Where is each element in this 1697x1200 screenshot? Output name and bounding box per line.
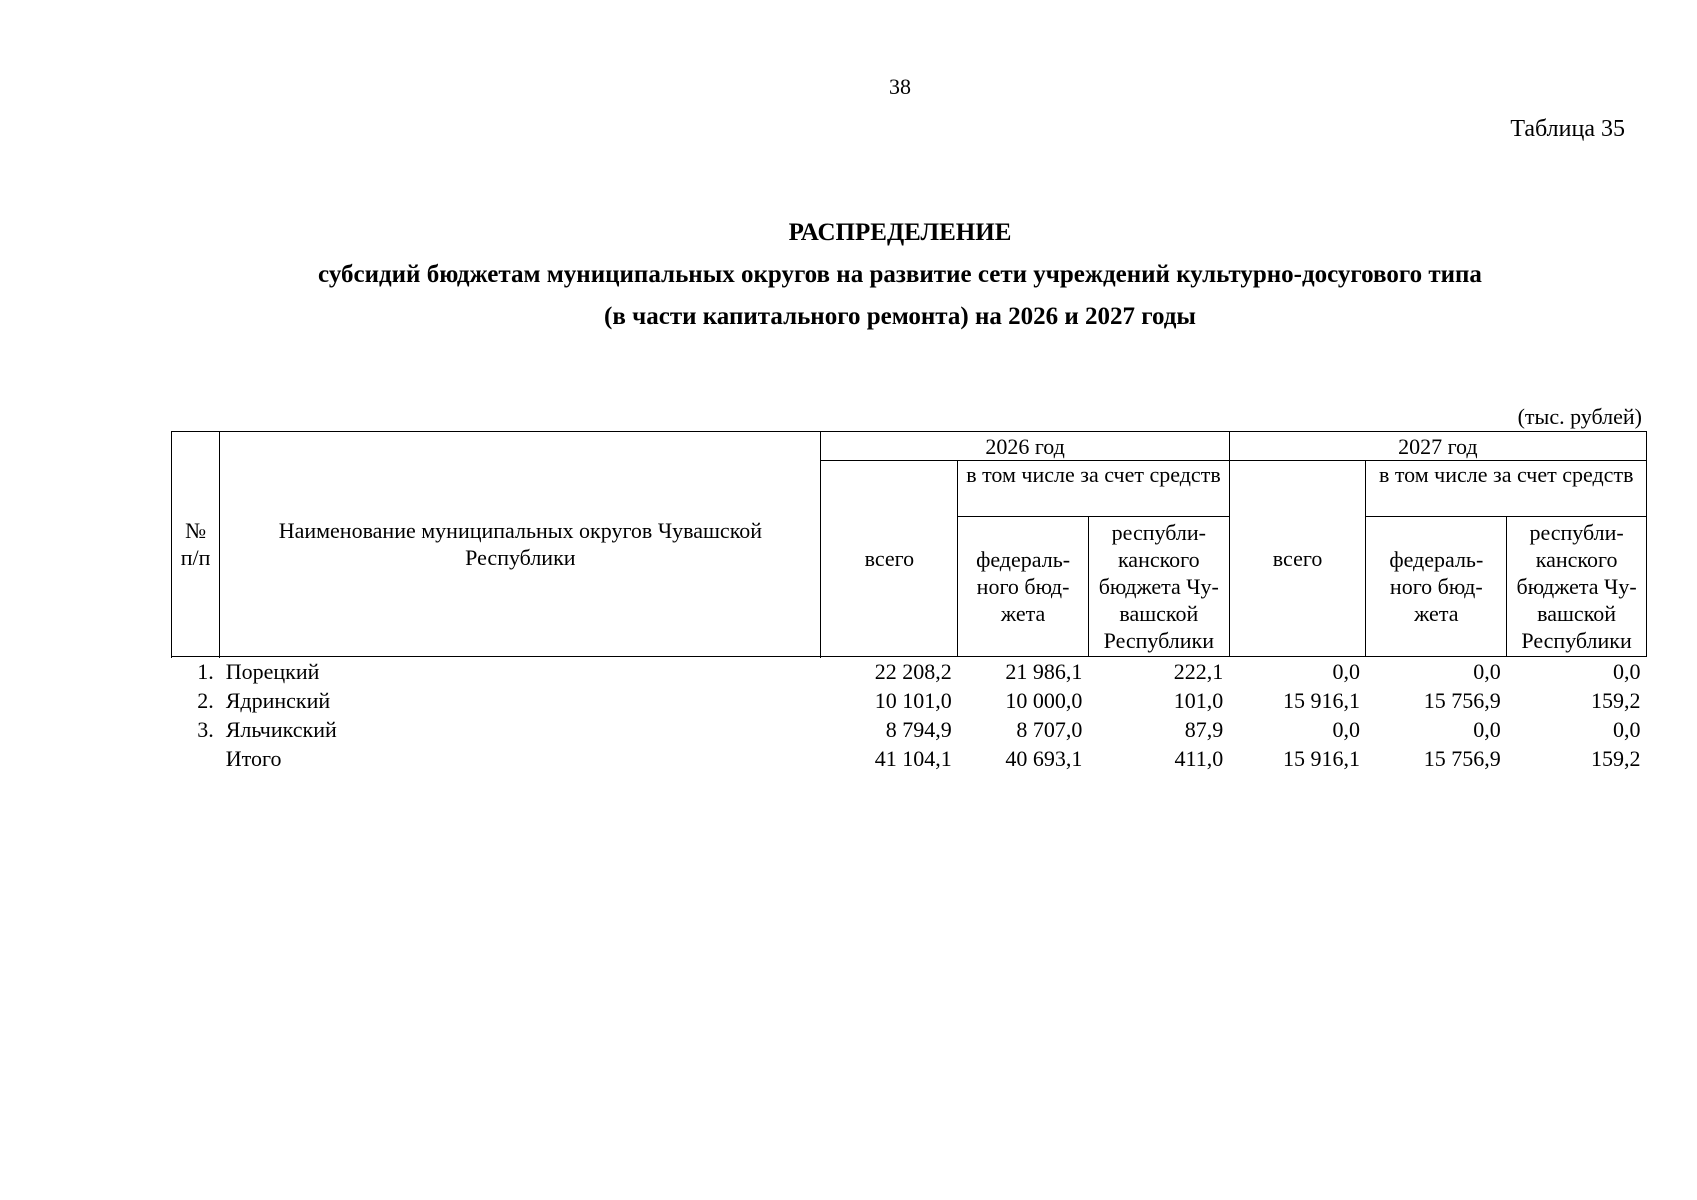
row-2026-federal: 21 986,1 — [1005, 658, 1083, 684]
row-2027-federal: 0,0 — [1473, 658, 1501, 684]
row-district-name: Яльчикский — [225, 717, 337, 742]
row-district-name: Итого — [225, 746, 282, 771]
document-title — [0, 212, 1697, 338]
header-2026-including: в том числе за счет средств — [958, 461, 1229, 517]
row-2027-federal: 15 756,9 — [1423, 688, 1501, 713]
row-2027-total: 15 916,1 — [1282, 688, 1360, 713]
row-2027-republic: 0,0 — [1613, 658, 1641, 684]
row-2027-total: 0,0 — [1332, 717, 1360, 742]
units-label: (тыс. рублей) — [1517, 404, 1642, 429]
row-2027-total: 0,0 — [1332, 659, 1360, 684]
row-2026-total: 10 101,0 — [874, 688, 952, 713]
row-2026-federal: 10 000,0 — [1005, 688, 1083, 713]
page-number: 38 — [889, 74, 911, 99]
row-2027-republic: 0,0 — [1613, 717, 1641, 742]
row-district-name: Порецкий — [225, 659, 320, 684]
row-2026-republic: 222,1 — [1173, 658, 1224, 684]
title-line-2: субсидий бюджетам муниципальных округов на развитие сети учреждений культурно-досугового типа — [318, 261, 1482, 288]
row-2027-total: 15 916,1 — [1282, 746, 1360, 771]
row-2026-federal: 40 693,1 — [1005, 746, 1083, 771]
header-year-2026: 2026 год — [821, 432, 1229, 461]
row-number: 1. — [197, 659, 214, 684]
row-number: 2. — [197, 688, 214, 713]
title-line-3: (в части капитального ремонта) на 2026 и 2027 годы — [604, 303, 1196, 330]
row-district-name: Ядринский — [225, 688, 331, 713]
row-2026-federal: 8 707,0 — [1016, 717, 1083, 742]
header-2027-total: всего — [1229, 461, 1366, 657]
header-2026-republic: республи-канского бюджета Чу-вашской Республики — [1088, 517, 1229, 657]
row-2027-republic: 159,2 — [1591, 688, 1641, 713]
row-number: 3. — [197, 717, 214, 742]
row-2026-republic: 101,0 — [1173, 688, 1224, 713]
header-2027-federal: федераль-ного бюд-жета — [1366, 517, 1507, 657]
row-2026-total: 8 794,9 — [885, 717, 952, 742]
row-number — [172, 744, 220, 773]
row-2026-total: 22 208,2 — [874, 659, 952, 684]
header-number: № п/п — [172, 432, 220, 657]
distribution-table — [171, 431, 1647, 773]
header-2026-federal: федераль-ного бюд-жета — [958, 517, 1089, 657]
table-row — [172, 715, 1647, 744]
row-2027-republic: 159,2 — [1591, 746, 1641, 771]
table-row — [172, 686, 1647, 715]
header-2027-republic: республи-канского бюджета Чу-вашской Республики — [1507, 517, 1647, 657]
header-2026-total: всего — [821, 461, 958, 657]
row-2027-federal: 0,0 — [1473, 717, 1501, 742]
header-name: Наименование муниципальных округов Чувашской Республики — [220, 432, 821, 657]
header-year-2027: 2027 год — [1229, 432, 1646, 461]
table-total-row — [172, 744, 1647, 773]
row-2026-republic: 87,9 — [1184, 717, 1224, 742]
row-2027-federal: 15 756,9 — [1423, 746, 1501, 771]
row-2026-total: 41 104,1 — [874, 746, 952, 771]
row-2026-republic: 411,0 — [1174, 746, 1224, 771]
table-label: Таблица 35 — [1510, 116, 1625, 142]
title-line-1: РАСПРЕДЕЛЕНИЕ — [788, 219, 1012, 246]
header-2027-including: в том числе за счет средств — [1366, 461, 1647, 517]
table-row — [172, 657, 1647, 687]
